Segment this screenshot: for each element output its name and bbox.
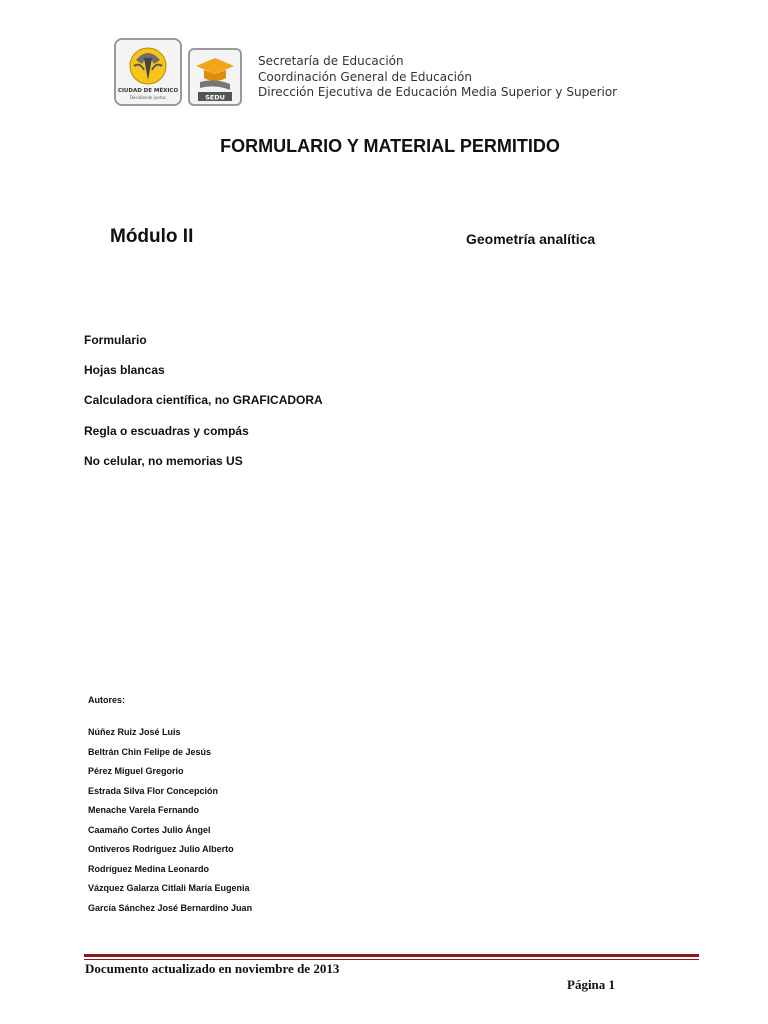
footer-rule-thin <box>84 959 699 960</box>
sedu-logo <box>188 48 242 106</box>
org-line-direccion: Dirección Ejecutiva de Educación Media Superior y Superior <box>258 85 618 99</box>
document-title: FORMULARIO Y MATERIAL PERMITIDO <box>220 136 560 156</box>
footer-updated-note: Documento actualizado en noviembre de 2013 <box>85 961 340 976</box>
author-item: Menache Varela Fernando <box>88 805 200 815</box>
author-item: Vázquez Galarza Citlali María Eugenia <box>88 883 250 893</box>
svg-text:Decidiendo juntos: Decidiendo juntos <box>129 95 167 100</box>
organization-lines <box>258 54 617 101</box>
svg-text:SEDU: SEDU <box>205 93 225 102</box>
org-line-secretaria: Secretaría de Educación <box>258 54 404 68</box>
material-item: Regla o escuadras y compás <box>84 423 249 438</box>
svg-text:CIUDAD DE MÉXICO: CIUDAD DE MÉXICO <box>117 88 179 94</box>
graduation-cap-icon <box>190 50 240 104</box>
cdmx-seal-icon <box>116 40 180 104</box>
page-number: Página 1 <box>567 977 616 992</box>
author-item: García Sánchez José Bernardino Juan <box>88 902 253 913</box>
org-line-coordinacion: Coordinación General de Educación <box>258 69 472 84</box>
material-item: No celular, no memorias US <box>84 453 243 468</box>
author-item: Rodríguez Medina Leonardo <box>88 863 210 874</box>
material-item: Hojas blancas <box>84 363 165 378</box>
cdmx-logo <box>114 38 182 106</box>
materials-list <box>84 332 323 483</box>
authors-heading: Autores: <box>88 695 126 705</box>
material-item: Calculadora científica, no GRAFICADORA <box>84 393 323 408</box>
module-label: Módulo II <box>110 226 194 247</box>
author-item: Caamaño Cortes Julio Ángel <box>88 824 211 835</box>
author-item: Ontiveros Rodríguez Julio Alberto <box>88 844 234 854</box>
author-item: Núñez Ruiz José Luis <box>88 727 181 737</box>
author-item: Pérez Miguel Gregorio <box>88 766 184 776</box>
author-item: Beltrán Chin Felipe de Jesús <box>88 746 212 757</box>
subject-label: Geometría analítica <box>466 231 596 247</box>
footer-rule <box>84 954 699 957</box>
author-item: Estrada Silva Flor Concepción <box>88 785 219 796</box>
authors-list <box>88 726 252 921</box>
material-item: Formulario <box>84 333 147 347</box>
